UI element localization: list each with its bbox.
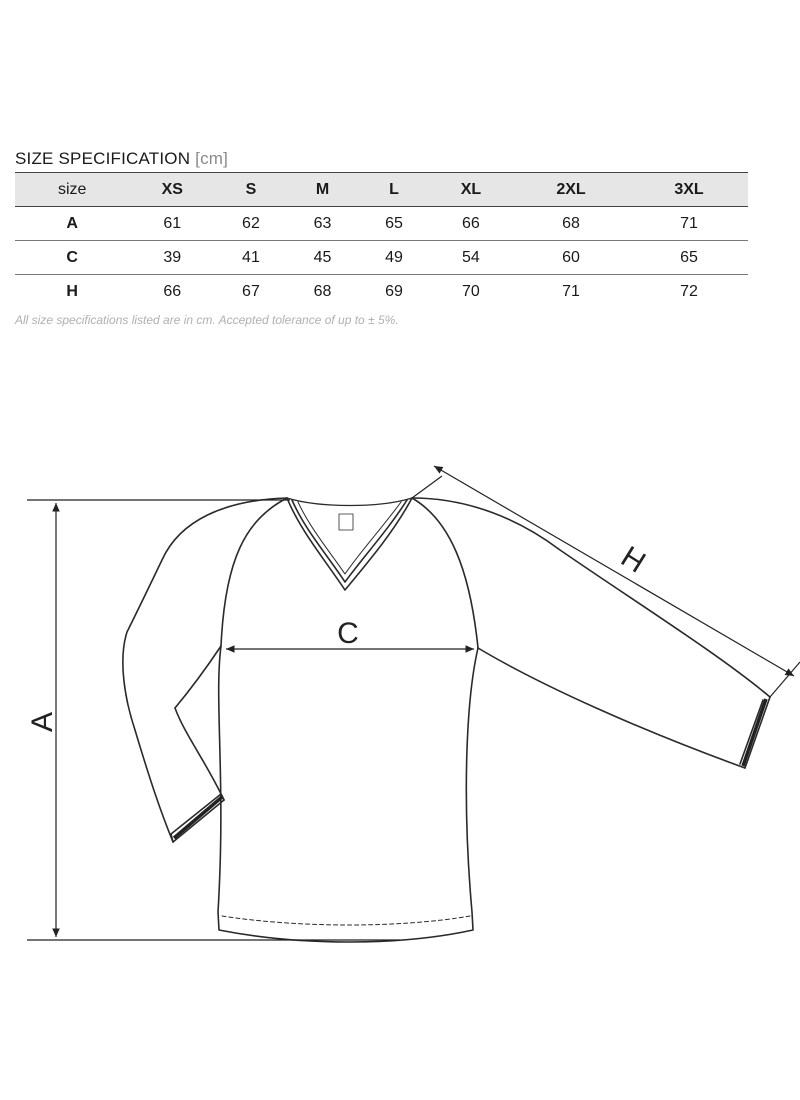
shirt-outline [123, 498, 770, 942]
table-cell: 66 [163, 282, 182, 300]
table-row [15, 241, 748, 275]
column-header: XS [161, 180, 183, 198]
table-row [15, 207, 748, 241]
label-h: H [615, 540, 651, 580]
column-header: L [389, 180, 399, 198]
table-cell: 63 [313, 214, 332, 232]
size-table [15, 172, 748, 309]
table-cell: 70 [462, 282, 480, 300]
table-cell: 66 [462, 214, 480, 232]
column-header: size [57, 180, 87, 198]
table-header-row [15, 173, 748, 207]
column-header: S [245, 180, 257, 198]
table-cell: 41 [242, 248, 260, 266]
size-specification [15, 146, 748, 327]
row-label: A [66, 214, 78, 232]
row-label: H [66, 282, 78, 300]
label-a: A [26, 711, 59, 733]
table-cell: 68 [562, 214, 580, 232]
table-cell: 61 [163, 214, 182, 232]
row-label: C [66, 248, 78, 266]
column-header: XL [460, 180, 482, 198]
table-cell: 62 [242, 214, 260, 232]
dimension-a [27, 500, 400, 940]
table-cell: 65 [680, 248, 698, 266]
column-header: 2XL [556, 180, 586, 198]
table-cell: 72 [680, 282, 698, 300]
garment-diagram [0, 440, 800, 960]
table-cell: 67 [242, 282, 260, 300]
cuff-bands [174, 699, 766, 838]
table-cell: 39 [163, 248, 182, 266]
table-cell: 54 [462, 248, 480, 266]
table-cell: 49 [385, 248, 403, 266]
label-c: C [337, 617, 359, 650]
spec-title [15, 146, 748, 172]
table-row [15, 275, 748, 309]
table-cell: 68 [313, 282, 332, 300]
tolerance-note: All size specifications listed are in cm. Accepted tolerance of up to ± 5%. [15, 312, 399, 327]
table-cell: 71 [562, 282, 580, 300]
table-cell: 65 [385, 214, 403, 232]
column-header: 3XL [674, 180, 704, 198]
table-cell: 71 [680, 214, 698, 232]
table-cell: 69 [385, 282, 403, 300]
table-cell: 45 [313, 248, 332, 266]
table-cell: 60 [562, 248, 580, 266]
spec-unit: [cm] [195, 149, 229, 168]
column-header: M [315, 180, 330, 198]
spec-title-text: SIZE SPECIFICATION [15, 149, 191, 168]
